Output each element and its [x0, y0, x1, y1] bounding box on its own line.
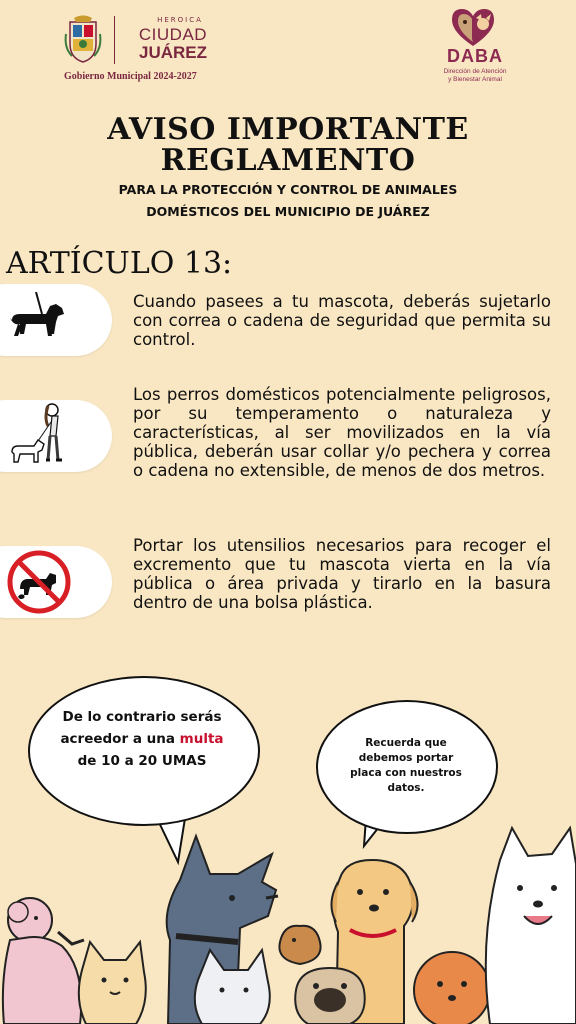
daba-subtitle-line2: y Bienestar Animal	[448, 76, 502, 83]
rule-1-text: Cuando pasees a tu mascota, deberás sujetarlo con correa o cadena de seguridad que permita su control.	[133, 292, 551, 349]
daba-name: DABA	[447, 46, 503, 66]
pomeranian-illustration	[414, 952, 490, 1024]
gobierno-municipal-label: Gobierno Municipal 2024-2027	[64, 71, 197, 82]
daba-subtitle	[420, 68, 530, 84]
no-dog-poop-icon	[6, 549, 72, 615]
pug-illustration	[295, 968, 365, 1024]
title-reglamento: REGLAMENTO	[160, 143, 416, 178]
juarez-label: JUÁREZ	[138, 43, 207, 62]
tag-reminder-text	[336, 736, 476, 796]
tag-reminder-line3: placa con nuestros	[350, 767, 462, 779]
fine-line3: de 10 a 20 UMAS	[77, 753, 207, 769]
fine-warning-text	[40, 706, 244, 772]
fine-line2-before: acreedor a una	[60, 731, 180, 747]
tag-reminder-line2: debemos portar	[358, 752, 454, 764]
samoyed-illustration	[486, 828, 576, 1024]
small-brown-dog-illustration	[279, 926, 320, 964]
city-crest-icon	[64, 14, 102, 64]
fine-line1: De lo contrario serás	[62, 709, 222, 725]
subtitle-line2: DOMÉSTICOS DEL MUNICIPIO DE JUÁREZ	[146, 204, 430, 219]
rule-2-icon-pill	[0, 400, 112, 472]
tag-reminder-line4: datos.	[387, 782, 425, 794]
fine-line2	[40, 728, 244, 750]
rule-2-text: Los perros domésticos potencialmente peligrosos, por su temperamento o naturaleza y características, al ser movilizados en la vía pública, deberán usar collar y/o pechera y correa o cadena no extensible, de menos de dos metros.	[133, 385, 551, 480]
heroica-label: HEROICA	[157, 16, 203, 24]
rule-3-text: Portar los utensilios necesarios para recoger el excremento que tu mascota vierta en la vía pública o área privada y tirarlo en la basura dentro de una bolsa plástica.	[133, 536, 551, 612]
tag-reminder-line1: Recuerda que	[365, 737, 447, 749]
rule-3-icon-pill	[0, 546, 112, 618]
woman-walking-dog-icon	[4, 400, 74, 472]
fine-highlight-multa: multa	[179, 731, 224, 747]
dog-on-leash-icon	[6, 292, 70, 348]
daba-subtitle-line1: Dirección de Atención	[443, 68, 507, 75]
ciudad-label: CIUDAD	[138, 25, 208, 44]
subtitle-line1: PARA LA PROTECCIÓN Y CONTROL DE ANIMALES	[118, 182, 458, 197]
shiba-illustration	[79, 942, 146, 1024]
rule-1-icon-pill	[0, 284, 112, 356]
poodle-illustration	[3, 898, 84, 1024]
dogs-illustration	[0, 820, 576, 1024]
article-heading: ARTÍCULO 13:	[6, 246, 233, 281]
logo-divider	[114, 16, 115, 64]
daba-heart-pet-icon	[448, 6, 498, 48]
title-aviso-importante: AVISO IMPORTANTE	[107, 112, 469, 147]
